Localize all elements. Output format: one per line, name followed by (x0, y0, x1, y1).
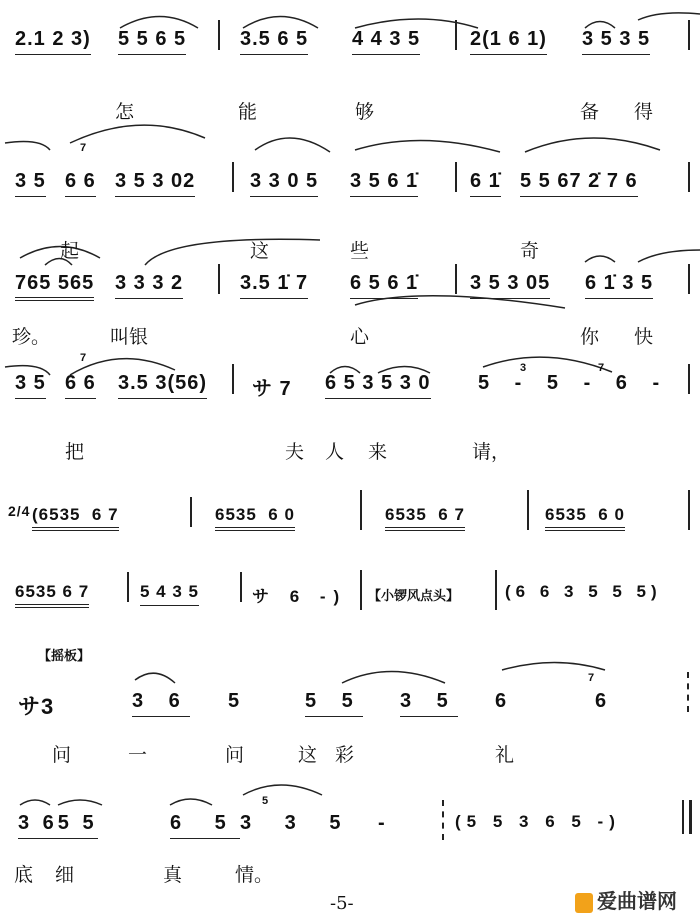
bar-line (688, 264, 690, 294)
note-group: 2(1 6 1) (470, 28, 547, 55)
bar-line (688, 364, 690, 394)
note-group: - (378, 812, 386, 834)
lyric: 够 (355, 101, 375, 123)
note-group: 3 5 (15, 170, 46, 197)
lyric: 真 (163, 864, 183, 886)
grace-note: 7 (598, 362, 605, 374)
lyric: 把 (65, 441, 85, 463)
lyric: 细 (55, 864, 75, 886)
note-group: 765 565 (15, 272, 94, 301)
lyric: 你 (580, 326, 600, 348)
bar-line (455, 264, 457, 294)
note-group: 5 5 6 5 (118, 28, 186, 55)
lyric: 礼 (495, 744, 515, 766)
note-group: 3 3 5 (240, 812, 355, 834)
note-group: 3 5 3 02 (115, 170, 195, 197)
note-group: (6535 6 7 (32, 505, 119, 531)
watermark-logo (575, 885, 677, 913)
bar-line (688, 20, 690, 50)
note-group: 3 6 (132, 690, 190, 717)
final-bar-line (682, 800, 692, 834)
bar-line (688, 162, 690, 192)
note-group: (5 5 3 6 5 -) (455, 812, 621, 831)
bar-line (218, 264, 220, 294)
note-group: 3 3 3 2 (115, 272, 183, 299)
lyric: 些 (350, 240, 370, 262)
grace-note: 7 (80, 142, 87, 154)
lyric: 心 (350, 326, 370, 348)
lyric: 底 (14, 864, 34, 886)
lyric: 得 (634, 101, 654, 123)
section-label: 【小锣风点头】 (368, 588, 460, 603)
note-group: 6535 6 0 (215, 505, 295, 531)
note-group: 5 - 5 - 6 - (478, 372, 670, 394)
dashed-bar-line (442, 800, 444, 840)
bar-line (495, 570, 497, 610)
note-group: 3 5 (400, 690, 458, 717)
lyric: 问 (225, 744, 245, 766)
note-group: 3 5 6 1̇ (350, 170, 418, 197)
lyric: 快 (634, 326, 654, 348)
bar-line (232, 162, 234, 192)
note-group: 6535 6 0 (545, 505, 625, 531)
note-group: サ 6 -) (252, 587, 348, 606)
note-group: 3 65 5 (18, 812, 98, 839)
note-group: (6 6 3 5 5 5) (505, 582, 662, 601)
note-group: 5 (228, 690, 241, 712)
bar-line (240, 572, 242, 602)
lyric: 能 (238, 101, 258, 123)
lyric: 珍。 (12, 326, 51, 348)
bar-line (360, 570, 362, 610)
note-group: 6 (595, 690, 608, 712)
lyric: 奇 (520, 240, 540, 262)
music-note-icon (575, 893, 593, 913)
bar-line (190, 497, 192, 527)
bar-line (218, 20, 220, 50)
lyric: 怎 (115, 101, 135, 123)
note-group: 3.5 6 5 (240, 28, 308, 55)
watermark-text: 爱曲谱网 (597, 891, 677, 913)
bar-line (360, 490, 362, 530)
grace-note: 7 (588, 672, 595, 684)
note-group: 6 1̇ 3 5 (585, 272, 653, 299)
lyric: 彩 (335, 744, 355, 766)
note-group: 5 5 (305, 690, 363, 717)
note-group: サ3 (18, 694, 55, 719)
note-group: 6 5 6 1̇ (350, 272, 418, 299)
bar-line (127, 572, 129, 602)
note-group: 6535 6 7 (15, 582, 89, 608)
note-group: 6 1̇ (470, 170, 501, 197)
note-group: 5 5 67 2̇ 7 6 (520, 170, 638, 197)
lyric: 来 (368, 441, 388, 463)
grace-note: 3 (520, 362, 527, 374)
bar-line (688, 490, 690, 530)
lyric: 一 (128, 744, 148, 766)
note-group: 2.1 2 3) (15, 28, 91, 55)
lyric: 叫银 (110, 326, 149, 348)
lyric: 情。 (235, 864, 274, 886)
lyric: 请， (472, 441, 511, 463)
bar-line (455, 20, 457, 50)
note-group: 6 5 3 5 3 0 (325, 372, 431, 399)
note-group: 6 (495, 690, 508, 712)
note-group: 3.5 1̇ 7 (240, 272, 308, 299)
note-group: 6535 6 7 (385, 505, 465, 531)
grace-note: 5 (262, 795, 269, 807)
lyric: 这 (298, 744, 318, 766)
lyric: 起 (60, 240, 80, 262)
note-group: 3 5 3 5 (582, 28, 650, 55)
lyric: 问 (52, 744, 72, 766)
section-label: 【摇板】 (38, 648, 91, 663)
note-group: 6 5 (170, 812, 240, 839)
lyric: 这 (250, 240, 270, 262)
note-group: 6 6 (65, 372, 96, 399)
note-group: 3.5 3(56) (118, 372, 207, 399)
note-group: 3 3 0 5 (250, 170, 318, 197)
note-group: 3 5 3 05 (470, 272, 550, 299)
note-group: サ 7 (252, 378, 292, 400)
lyric: 备 (580, 101, 600, 123)
time-signature: 2/4 (8, 503, 31, 519)
dashed-bar-line (687, 672, 689, 712)
note-group: 6 6 (65, 170, 96, 197)
note-group: 3 5 (15, 372, 46, 399)
lyric: 人 (325, 441, 345, 463)
grace-note: 7 (80, 352, 87, 364)
note-group: 5 4 3 5 (140, 582, 199, 606)
bar-line (232, 364, 234, 394)
bar-line (455, 162, 457, 192)
page-number: -5- (330, 893, 354, 913)
lyric: 夫 (285, 441, 305, 463)
note-group: 4 4 3 5 (352, 28, 420, 55)
bar-line (527, 490, 529, 530)
